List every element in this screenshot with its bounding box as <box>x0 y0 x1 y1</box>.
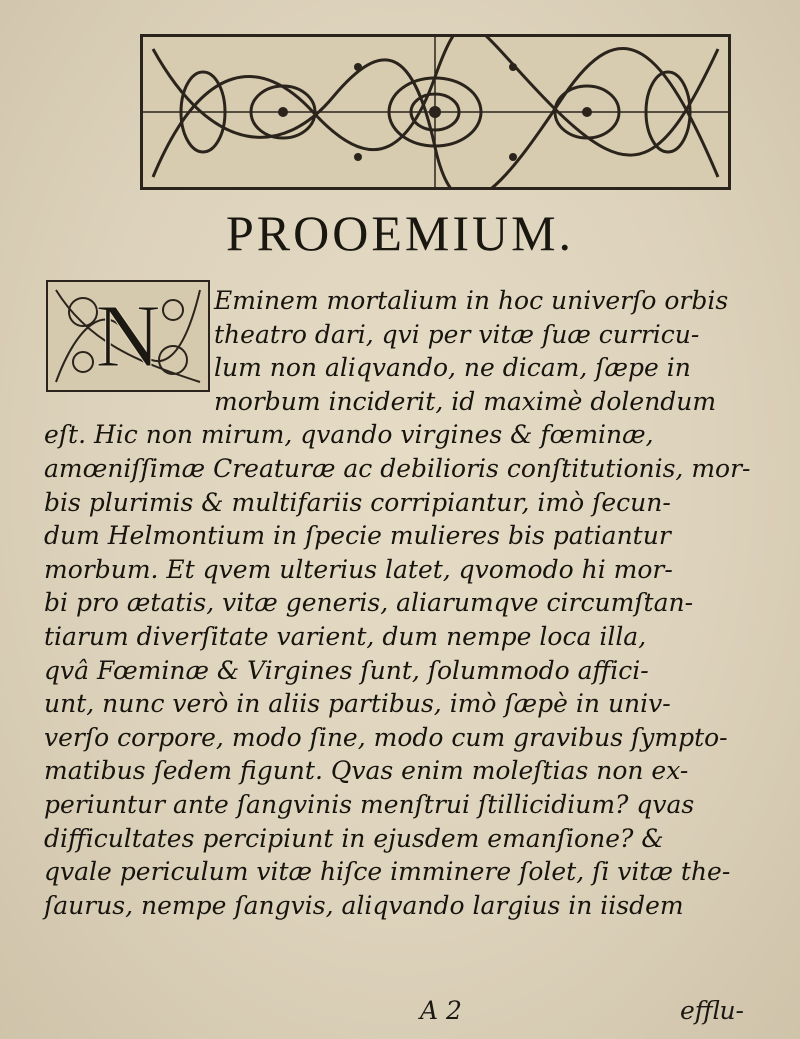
text-line: morbum. Et qvem ulterius latet, qvomodo hi mor- <box>44 554 673 584</box>
text-line: amœniſſimæ Creaturæ ac debilioris conſtitutionis, mor- <box>44 453 751 483</box>
signature-mark: A 2 <box>420 996 462 1025</box>
text-line: qvale periculum vitæ hiſce imminere ſolet, ſi vitæ the- <box>44 857 731 887</box>
ornamental-headpiece <box>140 34 731 190</box>
text-line: qvâ Fœminæ & Virgines ſunt, ſolummodo affici- <box>44 655 649 685</box>
page-title: PROOEMIUM. <box>225 205 575 261</box>
initial-letter-glyph: N <box>95 287 161 386</box>
text-line: morbum inciderit, id maximè dolendum <box>214 386 717 416</box>
text-line: periuntur ante ſangvinis menſtrui ſtillicidium? qvas <box>44 789 695 819</box>
page-footer <box>0 996 800 1030</box>
text-line: matibus ſedem figunt. Qvas enim moleſtias non ex- <box>44 756 689 786</box>
text-line: tiarum diverſitate varient, dum nempe loca illa, <box>44 621 647 651</box>
text-line: bi pro ætatis, vitæ generis, aliarumqve circumſtan- <box>44 588 694 618</box>
catchword: efflu- <box>680 996 744 1025</box>
text-line: bis plurimis & multifariis corripiantur, imò ſecun- <box>44 487 671 517</box>
body-text <box>44 284 764 922</box>
text-line: lum non aliqvando, ne dicam, ſæpe in <box>214 353 691 383</box>
headpiece-ornament-icon <box>143 37 728 187</box>
text-line: verſo corpore, modo ſine, modo cum gravibus ſympto- <box>44 722 728 752</box>
text-line: theatro dari, qvi per vitæ ſuæ curricu- <box>214 319 700 349</box>
text-line: ſaurus, nempe ſangvis, aliqvando largius in iisdem <box>44 890 684 920</box>
text-line: unt, nunc verò in aliis partibus, imò ſæpè in univ- <box>44 689 671 719</box>
text-line: dum Helmontium in ſpecie mulieres bis patiantur <box>44 521 671 551</box>
text-line: Eminem mortalium in hoc univerſo orbis <box>214 286 729 315</box>
text-line: eſt. Hic non mirum, qvando virgines & fœminæ, <box>44 420 654 450</box>
text-line: difficultates percipiunt in ejusdem emanſione? & <box>44 823 664 853</box>
